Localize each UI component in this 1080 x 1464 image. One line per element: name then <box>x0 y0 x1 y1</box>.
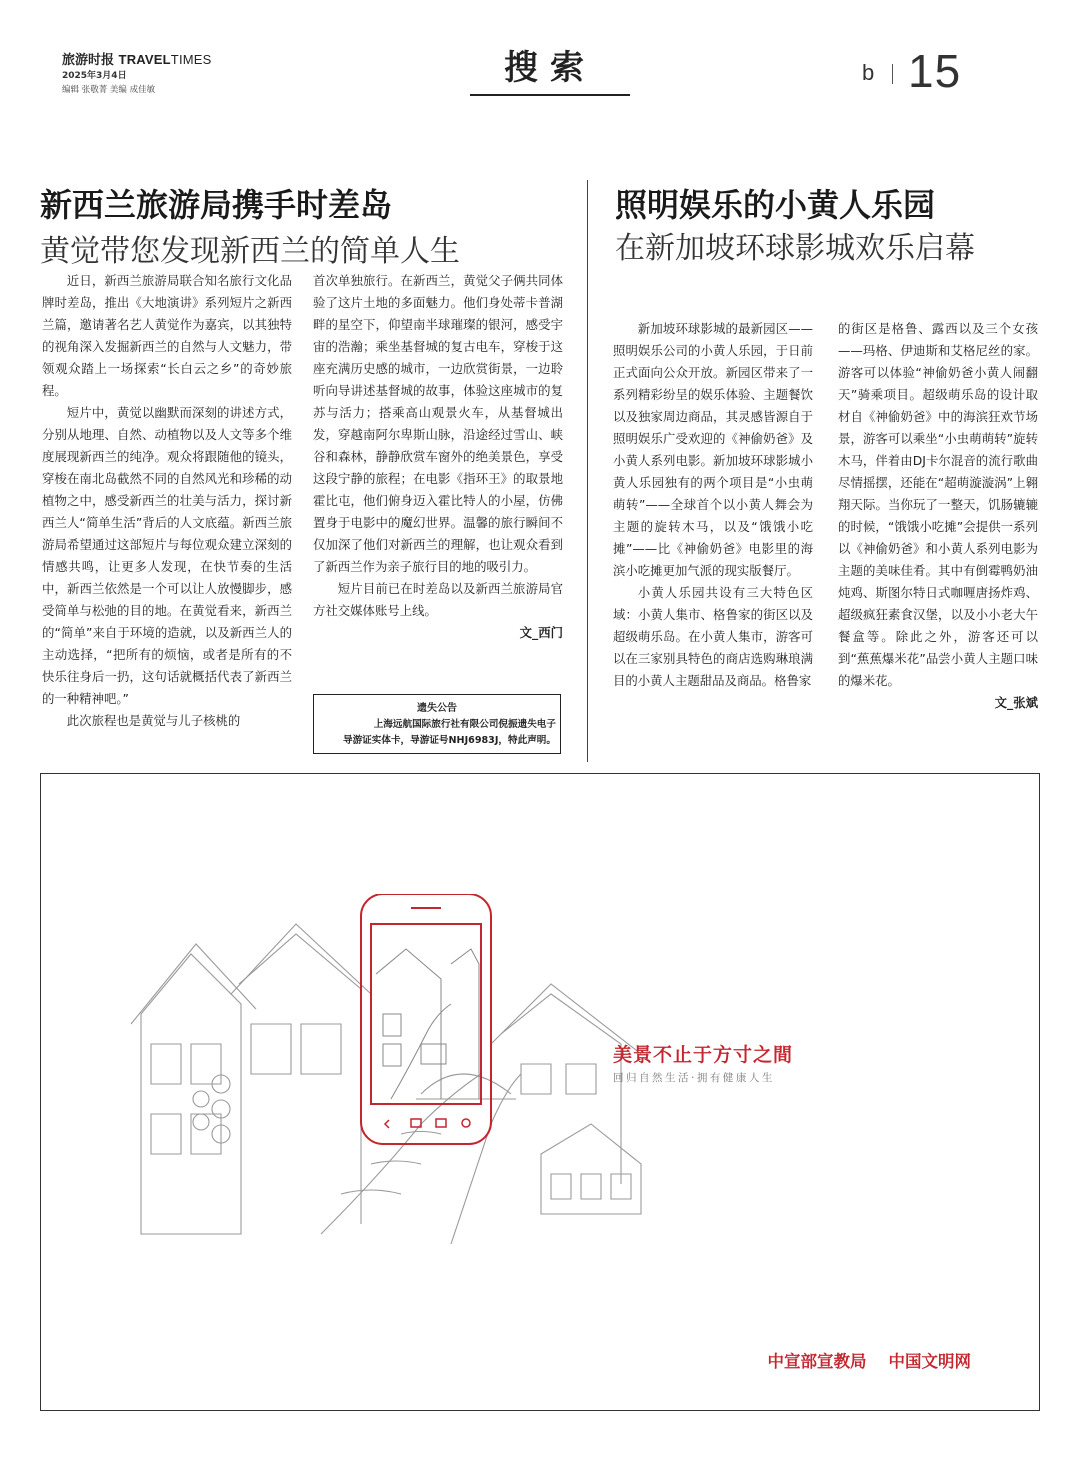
page-edition: b <box>862 60 875 85</box>
paragraph: 短片中，黄觉以幽默而深刻的讲述方式，分别从地理、自然、动植物以及人文等多个维度展现新西兰的纯净。观众将跟随他的镜头，穿梭在南北岛截然不同的自然风光和珍稀的动植物之中，感受新西兰的壮美与活力，探讨新西兰人“简单生活”背后的人文底蕴。新西兰旅游局希望通过这部短片与每位观众建立深刻的情感共鸣，让更多人发现，在快节奏的生活中，新西兰依然是一个可以让人放慢脚步，感受简单与松弛的目的地。在黄觉看来，新西兰的“简单”来自于环境的造就，以及新西兰人的主动选择，“把所有的烦恼，或者是所有的不快乐往身后一扔，这句话就概括代表了新西兰的一种精神吧。” <box>42 405 292 706</box>
editors-credit: 编辑 张敬菁 美编 成佳敏 <box>62 85 156 95</box>
ad-credit-sponsor-1: 中宣部宣教局 <box>767 1352 867 1371</box>
left-byline: 文_西门 <box>519 625 563 640</box>
paragraph: 首次单独旅行。在新西兰，黄觉父子俩共同体验了这片土地的多面魅力。他们身处蒂卡普湖畔的星空下，仰望南半球璀璨的银河，感受宇宙的浩瀚；乘坐基督城的复古电车，穿梭于这座充满历史感的城市，一边欣赏街景，一边聆听向导讲述基督城的故事，体验这座城市的复苏与活力；搭乘高山观景火车，从基督城出发，穿越南阿尔卑斯山脉，沿途经过雪山、峡谷和森林，静静欣赏车窗外的绝美景色，享受这段宁静的旅程；在电影《指环王》的取景地霍比屯，他们俯身迈入霍比特人的小屋，仿佛置身于电影中的魔幻世界。温馨的旅行瞬间不仅加深了他们对新西兰的理解，也让观众看到了新西兰作为亲子旅行目的地的吸引力。 <box>313 273 563 574</box>
notice-body <box>318 717 556 749</box>
paragraph: 近日，新西兰旅游局联合知名旅行文化品牌时差岛，推出《大地演讲》系列短片之新西兰篇，邀请著名艺人黄觉作为嘉宾，以其独特的视角深入发掘新西兰的自然与人文魅力，带领观众踏上一场探索“长白云之乡”的奇妙旅程。 <box>42 273 292 398</box>
right-byline: 文_张斌 <box>994 695 1038 710</box>
notice-line: 上海远航国际旅行社有限公司倪振遗失电子 <box>373 719 556 730</box>
logo-en-bold: TRAVEL <box>118 52 171 67</box>
right-article-column-2 <box>838 318 1038 714</box>
paragraph: 短片目前已在时差岛以及新西兰旅游局官方社交媒体账号上线。 <box>313 581 563 618</box>
logo-en-light: TIMES <box>170 52 212 67</box>
paragraph: 的街区是格鲁、露西以及三个女孩——玛格、伊迪斯和艾格尼丝的家。游客可以体验“神偷奶爸小黄人闹翻天”骑乘项目。超级萌乐岛的设计取材自《神偷奶爸》中的海滨狂欢节场景，游客可以乘坐“小虫萌萌转”旋转木马，伴着由DJ卡尔混音的流行歌曲尽情摇摆，还能在“超萌漩漩涡”上翱翔天际。当你玩了一整天，饥肠辘辘的时候，“饿饿小吃摊”会提供一系列以《神偷奶爸》和小黄人系列电影为主题的美味佳肴。其中有倒霉鸭奶油炖鸡、斯图尔特日式咖喱唐扬炸鸡、超级疯狂素食汉堡，以及小小老大午餐盒等。除此之外，游客还可以到“蕉蕉爆米花”品尝小黄人主题口味的爆米花。 <box>838 321 1038 688</box>
left-article-column-2 <box>313 270 563 644</box>
ad-subtitle: 回归自然生活·拥有健康人生 <box>613 1072 775 1084</box>
issue-date: 2025年3月4日 <box>62 71 127 81</box>
left-subheadline: 黄觉带您发现新西兰的简单人生 <box>40 234 460 269</box>
page-number: 15 <box>908 45 962 97</box>
paragraph: 此次旅程也是黄觉与儿子核桃的 <box>66 713 241 728</box>
lost-notice-box <box>313 694 561 754</box>
left-article-column-1 <box>42 270 292 732</box>
left-headline: 新西兰旅游局携手时差岛 <box>40 186 393 224</box>
paragraph: 小黄人乐园共设有三大特色区域：小黄人集市、格鲁家的街区以及超级萌乐岛。在小黄人集市，游客可以在三家别具特色的商店选购琳琅满目的小黄人主题甜品及商品。格鲁家 <box>613 585 813 688</box>
right-headline: 照明娱乐的小黄人乐园 <box>615 186 936 224</box>
ad-title: 美景不止于方寸之間 <box>613 1044 794 1066</box>
notice-line: 导游证实体卡，导游证号NHJ6983J，特此声明。 <box>343 735 556 746</box>
ad-credit-sponsor-2: 中国文明网 <box>888 1352 971 1371</box>
section-rule <box>470 94 630 96</box>
water-town-phone-illustration <box>121 894 651 1254</box>
public-service-ad <box>40 773 1040 1411</box>
page-separator <box>892 64 893 84</box>
paragraph: 新加坡环球影城的最新园区——照明娱乐公司的小黄人乐园，于日前正式面向公众开放。新园区带来了一系列精彩纷呈的娱乐体验、主题餐饮以及独家周边商品，其灵感皆源自于照明娱乐广受欢迎的《神偷奶爸》及小黄人系列电影。新加坡环球影城小黄人乐园独有的两个项目是“小虫萌萌转”——全球首个以小黄人舞会为主题的旋转木马，以及“饿饿小吃摊”——比《神偷奶爸》电影里的海滨小吃摊更加气派的现实版餐厅。 <box>613 321 813 578</box>
section-title: 搜索 <box>504 48 596 88</box>
right-subheadline: 在新加坡环球影城欢乐启幕 <box>615 231 975 266</box>
right-article-column-1 <box>613 318 813 692</box>
column-divider <box>587 180 588 762</box>
ad-credit <box>768 1348 972 1372</box>
logo-cn: 旅游时报 <box>62 53 115 68</box>
notice-title: 遗失公告 <box>417 703 457 714</box>
masthead-logo <box>62 49 212 68</box>
